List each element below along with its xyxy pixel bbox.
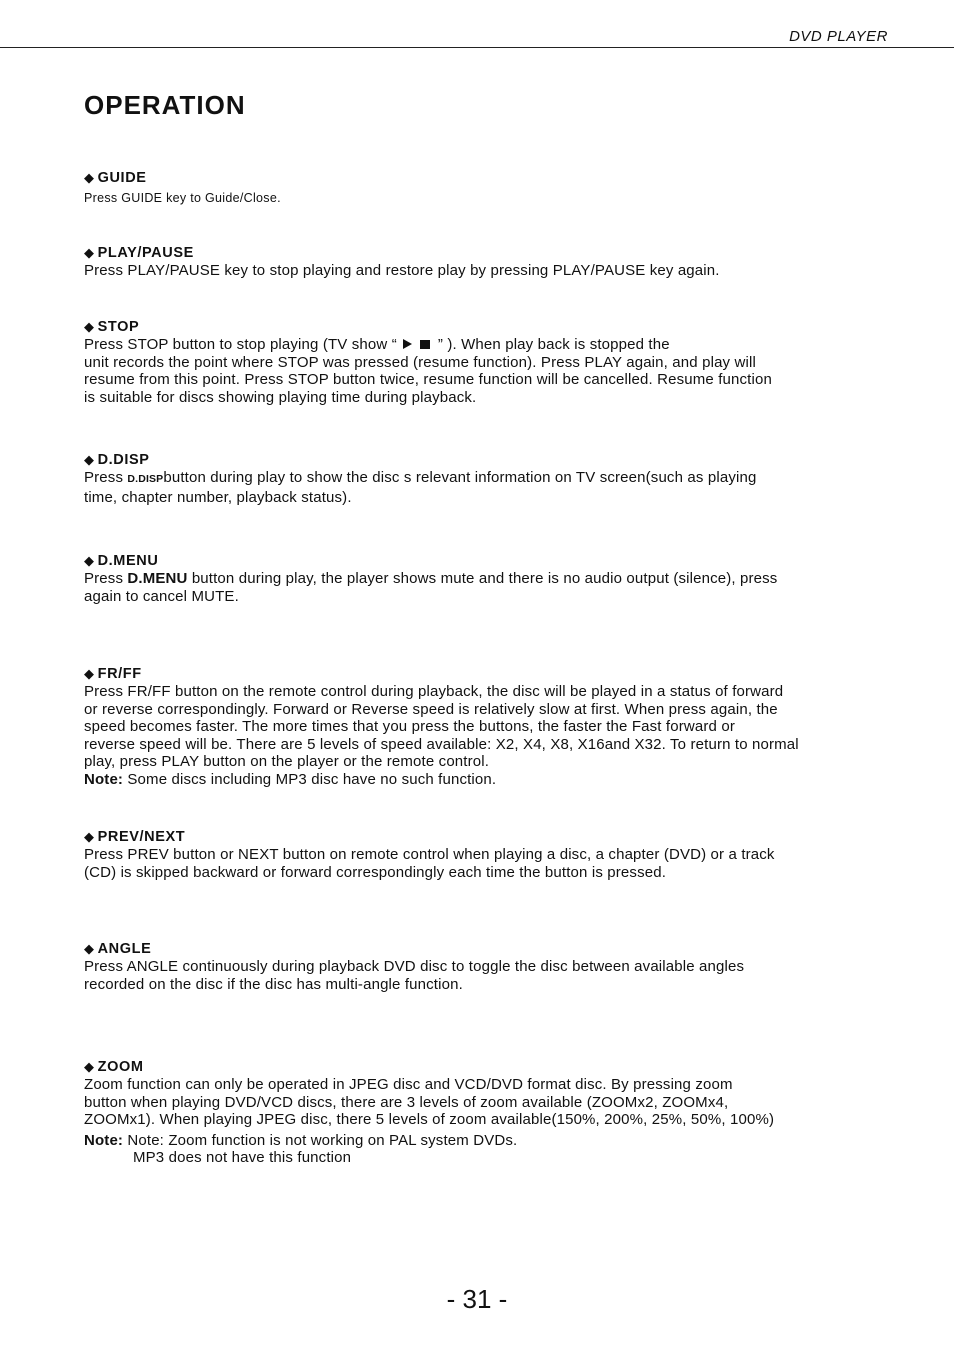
heading-text: PLAY/PAUSE bbox=[97, 245, 194, 261]
page-number: - 31 - bbox=[446, 1284, 508, 1314]
heading-text: PREV/NEXT bbox=[97, 829, 186, 845]
section-fr-ff bbox=[84, 665, 894, 789]
page-title: OPERATION bbox=[84, 90, 246, 120]
section-guide bbox=[84, 169, 894, 206]
heading-text: FR/FF bbox=[97, 666, 142, 682]
note-label: Note: bbox=[84, 1131, 124, 1149]
note-text: Note: Zoom function is not working on PAL system DVDs. bbox=[123, 1131, 518, 1149]
heading-text: D.DISP bbox=[97, 452, 150, 468]
diamond-icon: ◆ bbox=[84, 941, 95, 956]
section-d-disp bbox=[84, 451, 894, 506]
d-menu-line-2: again to cancel MUTE. bbox=[84, 587, 239, 605]
section-body bbox=[84, 846, 894, 881]
diamond-icon: ◆ bbox=[84, 553, 95, 568]
stop-icon bbox=[420, 340, 430, 349]
prev-next-line-1: Press PREV button or NEXT button on remote control when playing a disc, a chapter (DVD) or a track bbox=[84, 846, 775, 863]
fr-ff-line-4: reverse speed will be. There are 5 levels of speed available: X2, X4, X8, X16and X32. To return to normal bbox=[84, 735, 799, 753]
section-heading bbox=[84, 1058, 894, 1076]
zoom-note bbox=[84, 1132, 894, 1150]
section-heading bbox=[84, 451, 894, 469]
fr-ff-note bbox=[84, 771, 894, 789]
text-fragment: Press bbox=[84, 570, 124, 587]
stop-line-2: unit records the point where STOP was pressed (resume function). Press PLAY again, and play will bbox=[84, 353, 756, 371]
section-body bbox=[84, 570, 894, 605]
fr-ff-line-1: Press FR/FF button on the remote control during playback, the disc will be played in a status of forward bbox=[84, 683, 784, 700]
text-fragment: button during play, the player shows mute and there is no audio output (silence), press bbox=[187, 570, 778, 587]
section-heading bbox=[84, 552, 894, 570]
section-body bbox=[84, 336, 894, 406]
heading-text: D.MENU bbox=[97, 553, 159, 569]
d-disp-line-2: time, chapter number, playback status). bbox=[84, 488, 352, 506]
section-heading bbox=[84, 665, 894, 683]
fr-ff-line-5: play, press PLAY button on the player or the remote control. bbox=[84, 753, 490, 771]
diamond-icon: ◆ bbox=[84, 319, 95, 334]
zoom-line-2: button when playing DVD/VCD discs, there are 3 levels of zoom available (ZOOMx2, ZOOMx4, bbox=[84, 1093, 729, 1111]
note-text: Some discs including MP3 disc have no such function. bbox=[123, 770, 497, 788]
section-body bbox=[84, 469, 894, 506]
key-name: D.MENU bbox=[127, 570, 188, 587]
heading-text: ANGLE bbox=[97, 941, 152, 957]
section-play-pause bbox=[84, 244, 894, 280]
text-fragment: Press bbox=[84, 469, 124, 486]
diamond-icon: ◆ bbox=[84, 666, 95, 681]
angle-line-1: Press ANGLE continuously during playback DVD disc to toggle the disc between available angles bbox=[84, 958, 745, 975]
prev-next-line-2: (CD) is skipped backward or forward correspondingly each time the button is pressed. bbox=[84, 863, 667, 881]
diamond-icon: ◆ bbox=[84, 452, 95, 467]
heading-text: ZOOM bbox=[97, 1059, 144, 1075]
play-icon bbox=[403, 339, 412, 349]
stop-line-3: resume from this point. Press STOP button twice, resume function will be cancelled. Resume function bbox=[84, 371, 772, 389]
zoom-line-3: ZOOMx1). When playing JPEG disc, there 5 levels of zoom available(150%, 200%, 25%, 50%, 100%) bbox=[84, 1111, 775, 1129]
heading-text: GUIDE bbox=[97, 170, 147, 186]
zoom-note-line-2: MP3 does not have this function bbox=[133, 1149, 352, 1167]
stop-line-1 bbox=[84, 336, 894, 354]
section-text: Press GUIDE key to Guide/Close. bbox=[84, 191, 281, 205]
d-disp-line-1 bbox=[84, 469, 894, 489]
section-heading bbox=[84, 318, 894, 336]
section-body bbox=[84, 683, 894, 789]
section-d-menu bbox=[84, 552, 894, 605]
section-stop bbox=[84, 318, 894, 406]
section-angle bbox=[84, 940, 894, 993]
key-name: D.DISP bbox=[127, 473, 164, 485]
fr-ff-line-2: or reverse correspondingly. Forward or Reverse speed is relatively slow at first. When press again, the bbox=[84, 700, 778, 718]
fr-ff-line-3: speed becomes faster. The more times that you press the buttons, the faster the Fast forward or bbox=[84, 718, 735, 736]
zoom-line-1: Zoom function can only be operated in JPEG disc and VCD/DVD format disc. By pressing zoom bbox=[84, 1076, 733, 1093]
angle-line-2: recorded on the disc if the disc has multi-angle function. bbox=[84, 975, 463, 993]
text-fragment: Press STOP button to stop playing (TV show “ bbox=[84, 336, 397, 353]
section-prev-next bbox=[84, 828, 894, 881]
stop-line-4: is suitable for discs showing playing time during playback. bbox=[84, 388, 477, 406]
text-fragment: button during play to show the disc s relevant information on TV screen(such as playing bbox=[163, 469, 757, 486]
d-menu-line-1 bbox=[84, 570, 894, 588]
section-heading bbox=[84, 244, 894, 262]
section-heading bbox=[84, 828, 894, 846]
diamond-icon: ◆ bbox=[84, 170, 95, 185]
section-text: Press PLAY/PAUSE key to stop playing and restore play by pressing PLAY/PAUSE key again. bbox=[84, 262, 720, 279]
header-rule bbox=[0, 47, 954, 48]
header-label: DVD PLAYER bbox=[789, 28, 888, 45]
diamond-icon: ◆ bbox=[84, 829, 95, 844]
note-label: Note: bbox=[84, 770, 124, 788]
heading-text: STOP bbox=[97, 319, 140, 335]
section-zoom bbox=[84, 1058, 894, 1167]
section-body bbox=[84, 958, 894, 993]
section-body bbox=[84, 1076, 894, 1167]
diamond-icon: ◆ bbox=[84, 245, 95, 260]
section-heading bbox=[84, 940, 894, 958]
section-heading bbox=[84, 169, 894, 187]
diamond-icon: ◆ bbox=[84, 1059, 95, 1074]
text-fragment: ” ). When play back is stopped the bbox=[437, 336, 670, 353]
